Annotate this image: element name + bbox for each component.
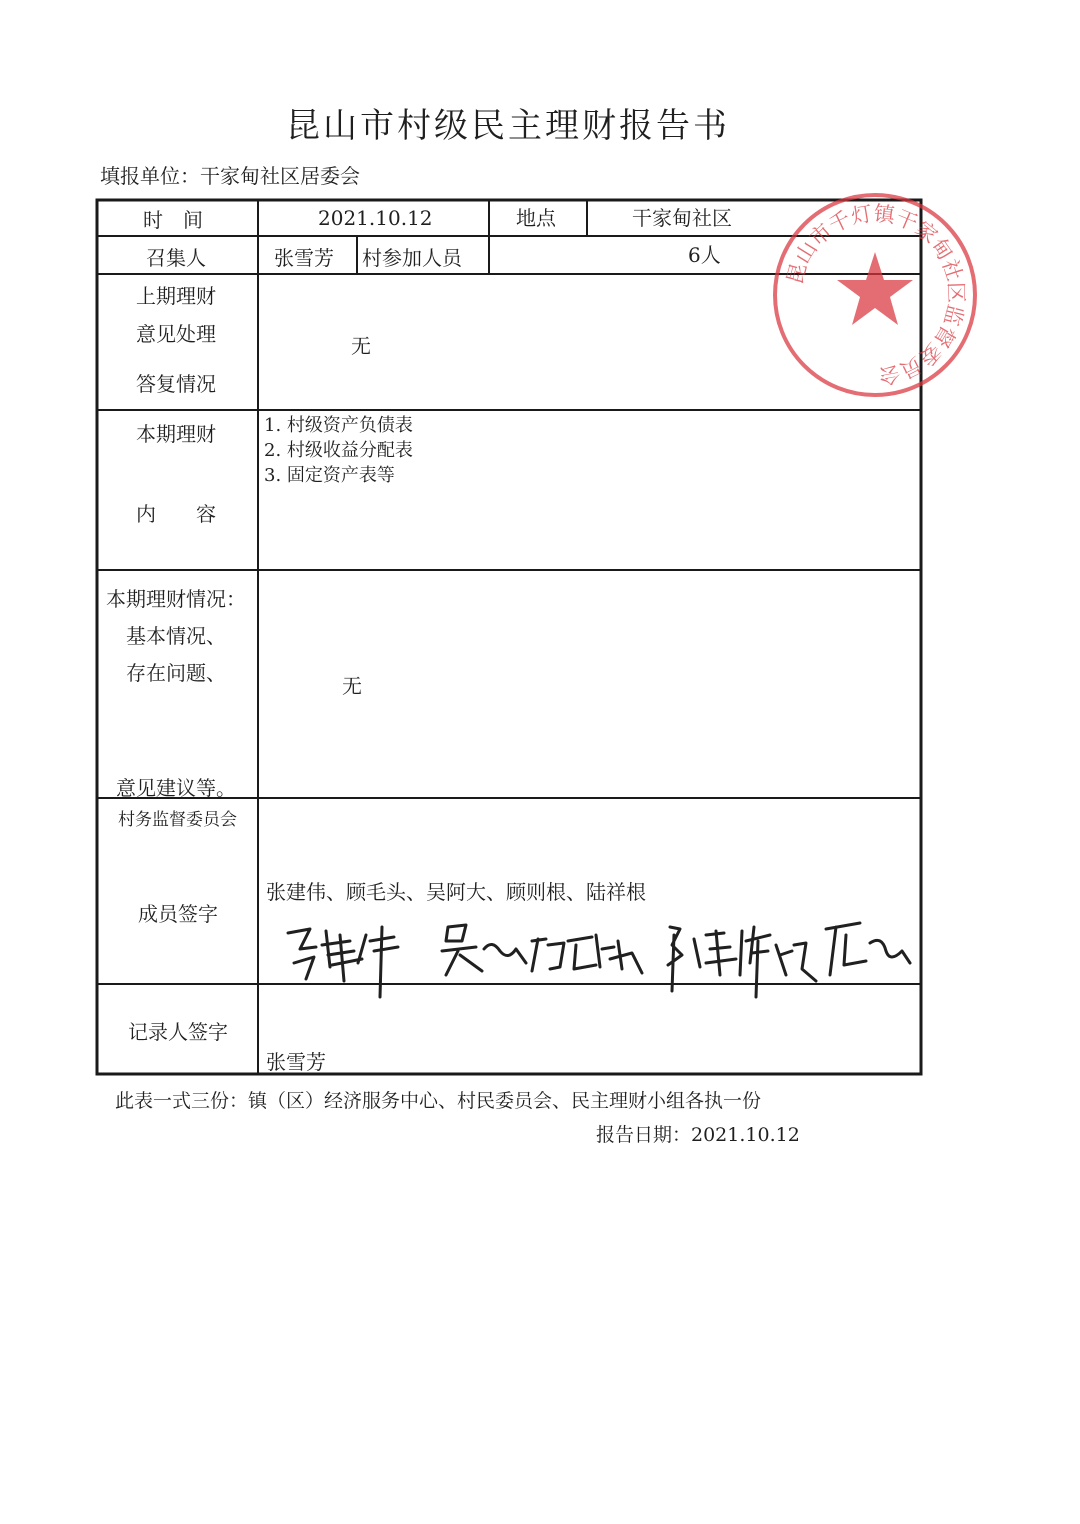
content-label-line1: 本期理财 bbox=[136, 422, 216, 446]
situation-label-line2: 基本情况、 bbox=[126, 624, 226, 648]
prev-label-line2: 意见处理 bbox=[136, 322, 216, 346]
prev-label-line1: 上期理财 bbox=[136, 284, 216, 308]
situation-label-line3: 存在问题、 bbox=[126, 661, 226, 685]
supervision-label-line2: 成员签字 bbox=[138, 902, 218, 926]
prev-value: 无 bbox=[351, 334, 371, 358]
document-title: 昆山市村级民主理财报告书 bbox=[286, 106, 730, 146]
recorder-value: 张雪芳 bbox=[266, 1050, 326, 1074]
convener-label: 召集人 bbox=[146, 246, 206, 270]
place-value: 干家甸社区 bbox=[632, 206, 732, 230]
supervision-label-line1: 村务监督委员会 bbox=[118, 810, 237, 830]
handwritten-signatures bbox=[270, 905, 920, 1015]
footer-note: 此表一式三份：镇（区）经济服务中心、村民委员会、民主理财小组各执一份 bbox=[115, 1090, 762, 1112]
report-date: 报告日期：2021.10.12 bbox=[596, 1124, 800, 1146]
content-item-2: 2. 村级收益分配表 bbox=[264, 440, 413, 461]
official-seal bbox=[770, 190, 980, 400]
place-label: 地点 bbox=[516, 206, 556, 230]
supervision-members: 张建伟、顾毛头、吴阿大、顾则根、陆祥根 bbox=[266, 880, 646, 904]
convener-value: 张雪芳 bbox=[274, 246, 334, 270]
situation-value: 无 bbox=[342, 674, 362, 698]
seal-text: 昆山市千灯镇干家甸社区监督委员会 bbox=[782, 201, 969, 389]
participants-label: 村参加人员 bbox=[362, 246, 462, 270]
prev-label-line3: 答复情况 bbox=[136, 372, 216, 396]
situation-label-line1: 本期理财情况： bbox=[106, 587, 246, 611]
content-label-line2: 内 容 bbox=[136, 502, 216, 526]
filing-unit: 填报单位：干家甸社区居委会 bbox=[100, 164, 360, 188]
time-value: 2021.10.12 bbox=[318, 206, 433, 230]
content-item-3: 3. 固定资产表等 bbox=[264, 465, 395, 486]
time-label: 时 间 bbox=[143, 208, 203, 232]
content-item-1: 1. 村级资产负债表 bbox=[264, 415, 413, 436]
participants-value: 6人 bbox=[688, 243, 721, 267]
situation-label-line4: 意见建议等。 bbox=[116, 776, 236, 800]
recorder-label: 记录人签字 bbox=[128, 1020, 228, 1044]
